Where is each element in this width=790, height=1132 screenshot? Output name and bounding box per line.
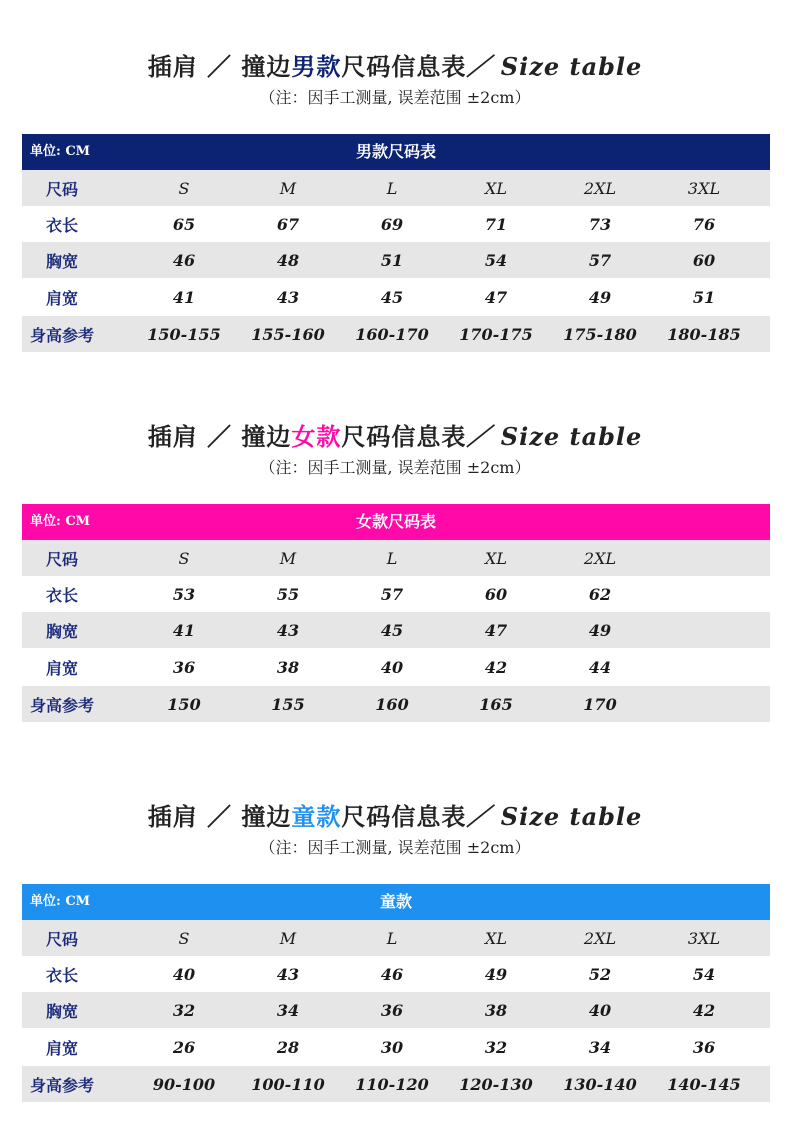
women-section	[0, 422, 790, 478]
table-cell: XL	[484, 178, 507, 198]
table-cell: 140-145	[667, 1074, 741, 1094]
table-cell: 45	[380, 287, 404, 307]
table-cell: 2XL	[583, 928, 617, 948]
row-label-length: 衣长	[45, 215, 78, 235]
table-cell: 40	[380, 657, 404, 677]
table-cell: 160	[375, 694, 409, 714]
kids-table-name: 童款	[379, 892, 412, 911]
table-cell: 43	[276, 620, 300, 640]
table-cell: 45	[380, 620, 404, 640]
women-note: （注：因手工测量, 误差范围 ±2cm）	[259, 458, 531, 477]
table-cell: 36	[380, 1000, 404, 1020]
table-row-height	[22, 1066, 770, 1102]
kids-section	[0, 802, 790, 858]
table-cell: 2XL	[583, 548, 617, 568]
table-cell: 155	[271, 694, 305, 714]
title-highlight-men: 男款	[291, 52, 342, 81]
table-cell: 34	[588, 1037, 612, 1057]
table-cell: 52	[588, 964, 612, 984]
table-cell: 43	[276, 287, 300, 307]
table-row-height	[22, 316, 770, 352]
table-cell: 38	[484, 1000, 508, 1020]
women-size-table	[22, 504, 770, 722]
table-cell: 47	[484, 287, 508, 307]
men-size-table	[22, 134, 770, 352]
row-label-chest: 胸宽	[45, 251, 78, 271]
title-suffix: 尺码信息表	[341, 52, 467, 81]
table-cell: 55	[276, 584, 300, 604]
table-cell: 40	[172, 964, 196, 984]
table-row-shoulder	[22, 1028, 770, 1066]
table-cell: 130-140	[563, 1074, 637, 1094]
table-cell: L	[386, 178, 398, 198]
men-section	[0, 52, 790, 108]
table-row-length	[22, 206, 770, 242]
table-row-size	[22, 540, 770, 576]
table-cell: 49	[588, 620, 612, 640]
title-prefix: 插肩 ／ 撞边	[147, 52, 292, 81]
women-title	[0, 422, 790, 452]
table-cell: L	[386, 928, 398, 948]
women-table-name: 女款尺码表	[355, 512, 436, 531]
table-row-shoulder	[22, 648, 770, 686]
table-cell: 57	[588, 250, 612, 270]
table-cell: S	[178, 178, 190, 198]
table-cell: 40	[588, 1000, 612, 1020]
table-cell: 34	[276, 1000, 300, 1020]
table-cell: 150-155	[147, 324, 221, 344]
title-english: ／ Size table	[466, 52, 643, 81]
table-row-size	[22, 920, 770, 956]
table-cell: 65	[172, 214, 196, 234]
table-cell: 49	[588, 287, 612, 307]
kids-table-header	[22, 884, 770, 920]
table-cell: 3XL	[687, 178, 721, 198]
table-cell: S	[178, 928, 190, 948]
table-cell: M	[279, 178, 297, 198]
table-row-chest	[22, 242, 770, 278]
table-cell: 2XL	[583, 178, 617, 198]
table-cell: 57	[380, 584, 404, 604]
table-cell: 41	[172, 287, 196, 307]
table-cell: 53	[172, 584, 196, 604]
table-cell: 170	[583, 694, 617, 714]
table-cell: 155-160	[251, 324, 325, 344]
table-cell: 46	[380, 964, 404, 984]
table-cell: 180-185	[667, 324, 741, 344]
row-label-size: 尺码	[45, 179, 78, 199]
kids-note: （注：因手工测量, 误差范围 ±2cm）	[259, 838, 531, 857]
table-cell: 28	[276, 1037, 300, 1057]
table-cell: L	[386, 548, 398, 568]
table-cell: 60	[484, 584, 508, 604]
row-label-shoulder: 肩宽	[45, 288, 78, 308]
table-cell: 110-120	[355, 1074, 429, 1094]
table-cell: 46	[172, 250, 196, 270]
table-cell: XL	[484, 928, 507, 948]
men-title	[0, 52, 790, 82]
table-row-length	[22, 956, 770, 992]
table-cell: S	[178, 548, 190, 568]
row-label-height: 身高参考	[29, 325, 94, 345]
title-suffix: 尺码信息表	[341, 422, 467, 451]
table-cell: 3XL	[687, 928, 721, 948]
table-cell: 43	[276, 964, 300, 984]
row-label-height: 身高参考	[29, 695, 94, 715]
table-cell: 42	[484, 657, 508, 677]
row-label-chest: 胸宽	[45, 1001, 78, 1021]
table-cell: 67	[276, 214, 300, 234]
table-cell: 49	[484, 964, 508, 984]
title-highlight-kids: 童款	[291, 802, 342, 831]
kids-title	[0, 802, 790, 832]
row-label-size: 尺码	[45, 549, 78, 569]
table-cell: 44	[588, 657, 612, 677]
row-label-shoulder: 肩宽	[45, 1038, 78, 1058]
kids-size-table	[22, 884, 770, 1102]
women-table-header	[22, 504, 770, 540]
table-cell: 36	[172, 657, 196, 677]
table-row-shoulder	[22, 278, 770, 316]
table-cell: M	[279, 548, 297, 568]
table-cell: 100-110	[251, 1074, 325, 1094]
table-cell: 69	[380, 214, 404, 234]
table-row-size	[22, 170, 770, 206]
table-cell: 62	[588, 584, 612, 604]
row-label-height: 身高参考	[29, 1075, 94, 1095]
table-cell: 76	[692, 214, 716, 234]
table-cell: 150	[167, 694, 201, 714]
table-cell: 120-130	[459, 1074, 533, 1094]
table-row-length	[22, 576, 770, 612]
title-english: ／ Size table	[466, 422, 643, 451]
row-label-shoulder: 肩宽	[45, 658, 78, 678]
table-row-height	[22, 686, 770, 722]
title-highlight-women: 女款	[291, 422, 342, 451]
table-cell: 54	[692, 964, 716, 984]
unit-label: 单位: CM	[30, 144, 91, 159]
unit-label: 单位: CM	[30, 514, 91, 529]
title-suffix: 尺码信息表	[341, 802, 467, 831]
table-cell: 42	[692, 1000, 716, 1020]
table-cell: 170-175	[459, 324, 533, 344]
men-note: （注：因手工测量, 误差范围 ±2cm）	[259, 88, 531, 107]
table-cell: 48	[276, 250, 300, 270]
table-cell: XL	[484, 548, 507, 568]
table-row-chest	[22, 992, 770, 1028]
table-cell: 73	[588, 214, 612, 234]
row-label-chest: 胸宽	[45, 621, 78, 641]
table-cell: 51	[380, 250, 404, 270]
table-cell: 32	[484, 1037, 508, 1057]
table-cell: 47	[484, 620, 508, 640]
table-cell: 90-100	[152, 1074, 216, 1094]
table-cell: 54	[484, 250, 508, 270]
table-cell: 38	[276, 657, 300, 677]
table-cell: 60	[692, 250, 716, 270]
table-cell: 71	[484, 214, 508, 234]
table-cell: 36	[692, 1037, 716, 1057]
row-label-size: 尺码	[45, 929, 78, 949]
unit-label: 单位: CM	[30, 894, 91, 909]
title-english: ／ Size table	[466, 802, 643, 831]
row-label-length: 衣长	[45, 965, 78, 985]
table-cell: 30	[380, 1037, 404, 1057]
table-cell: 160-170	[355, 324, 429, 344]
table-cell: 32	[172, 1000, 196, 1020]
table-cell: 165	[479, 694, 513, 714]
row-label-length: 衣长	[45, 585, 78, 605]
table-cell: 51	[692, 287, 716, 307]
table-row-chest	[22, 612, 770, 648]
men-table-header	[22, 134, 770, 170]
table-cell: M	[279, 928, 297, 948]
men-table-name: 男款尺码表	[355, 142, 436, 161]
title-prefix: 插肩 ／ 撞边	[147, 802, 292, 831]
table-cell: 175-180	[563, 324, 637, 344]
table-cell: 41	[172, 620, 196, 640]
table-cell: 26	[172, 1037, 196, 1057]
title-prefix: 插肩 ／ 撞边	[147, 422, 292, 451]
